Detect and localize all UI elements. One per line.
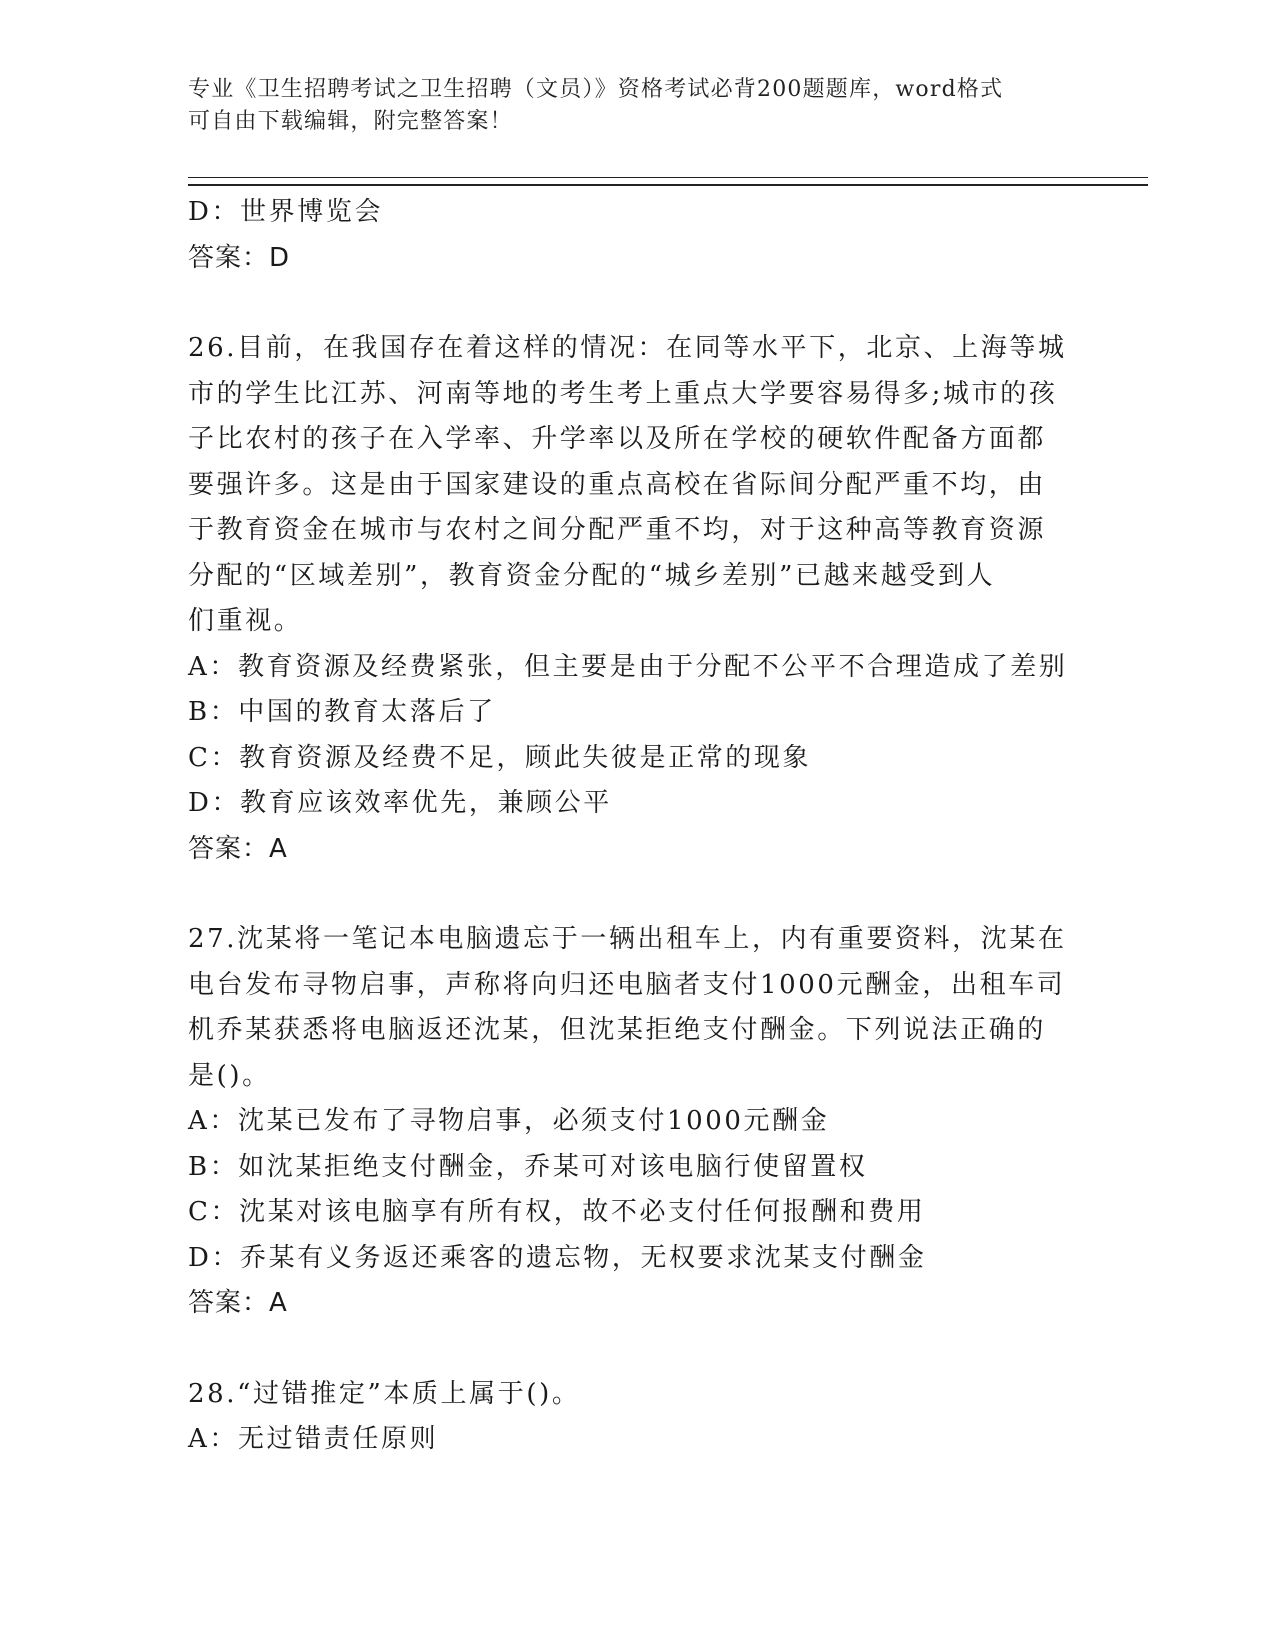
question-stem-line: 电台发布寻物启事，声称将向归还电脑者支付1000元酬金，出租车司: [188, 969, 1066, 1000]
spacer: [188, 872, 1078, 917]
option-b: B：中国的教育太落后了: [188, 697, 496, 727]
option-a: A：教育资源及经费紧张，但主要是由于分配不公平不合理造成了差别: [188, 651, 1068, 682]
question-stem-line: 子比农村的孩子在入学率、升学率以及所在学校的硬软件配备方面都: [188, 424, 1047, 454]
previous-question-tail: [188, 190, 1078, 281]
option-a: A：沈某已发布了寻物启事，必须支付1000元酬金: [188, 1106, 830, 1136]
option-c: C：教育资源及经费不足，顾此失彼是正常的现象: [188, 742, 812, 773]
option-b: B：如沈某拒绝支付酬金，乔某可对该电脑行使留置权: [188, 1151, 868, 1182]
question-stem-line: 26.目前，在我国存在着这样的情况：在同等水平下，北京、上海等城: [188, 333, 1067, 363]
answer-line: 答案：A: [188, 833, 288, 864]
option-d: D：乔某有义务返还乘客的遗忘物，无权要求沈某支付酬金: [188, 1242, 927, 1273]
question-stem-line: 于教育资金在城市与农村之间分配严重不均，对于这种高等教育资源: [188, 515, 1047, 545]
question-27: [188, 917, 1078, 1327]
spacer: [188, 281, 1078, 326]
header-title-line-1: 专业《卫生招聘考试之卫生招聘（文员）》资格考试必背200题题库，word格式: [188, 77, 1004, 102]
answer-line: 答案：D: [188, 242, 291, 273]
option-d: D：教育应该效率优先，兼顾公平: [188, 788, 612, 818]
question-stem-line: 市的学生比江苏、河南等地的考生考上重点大学要容易得多;城市的孩: [188, 378, 1058, 409]
header-divider: [188, 177, 1148, 186]
question-stem-line: 是()。: [188, 1060, 271, 1091]
question-stem-line: 机乔某获悉将电脑返还沈某，但沈某拒绝支付酬金。下列说法正确的: [188, 1015, 1047, 1045]
header-title-line-2: 可自由下载编辑，附完整答案！: [188, 109, 513, 134]
page-header: [188, 74, 1068, 138]
question-stem-line: 分配的“区域差别”，教育资金分配的“城乡差别”已越来越受到人: [188, 560, 996, 591]
document-body: [188, 190, 1078, 1463]
question-stem-line: 要强许多。这是由于国家建设的重点高校在省际间分配严重不均，由: [188, 469, 1047, 500]
option-d: D：世界博览会: [188, 197, 384, 227]
question-26: [188, 326, 1078, 872]
question-stem-line: 27.沈某将一笔记本电脑遗忘于一辆出租车上，内有重要资料，沈某在: [188, 924, 1067, 954]
spacer: [188, 1327, 1078, 1372]
question-28: [188, 1372, 1078, 1463]
answer-line: 答案：A: [188, 1288, 288, 1318]
question-stem-line: 们重视。: [188, 606, 303, 636]
option-a: A：无过错责任原则: [188, 1424, 439, 1454]
question-stem-line: 28.“过错推定”本质上属于()。: [188, 1378, 581, 1409]
option-c: C：沈某对该电脑享有所有权，故不必支付任何报酬和费用: [188, 1197, 926, 1227]
